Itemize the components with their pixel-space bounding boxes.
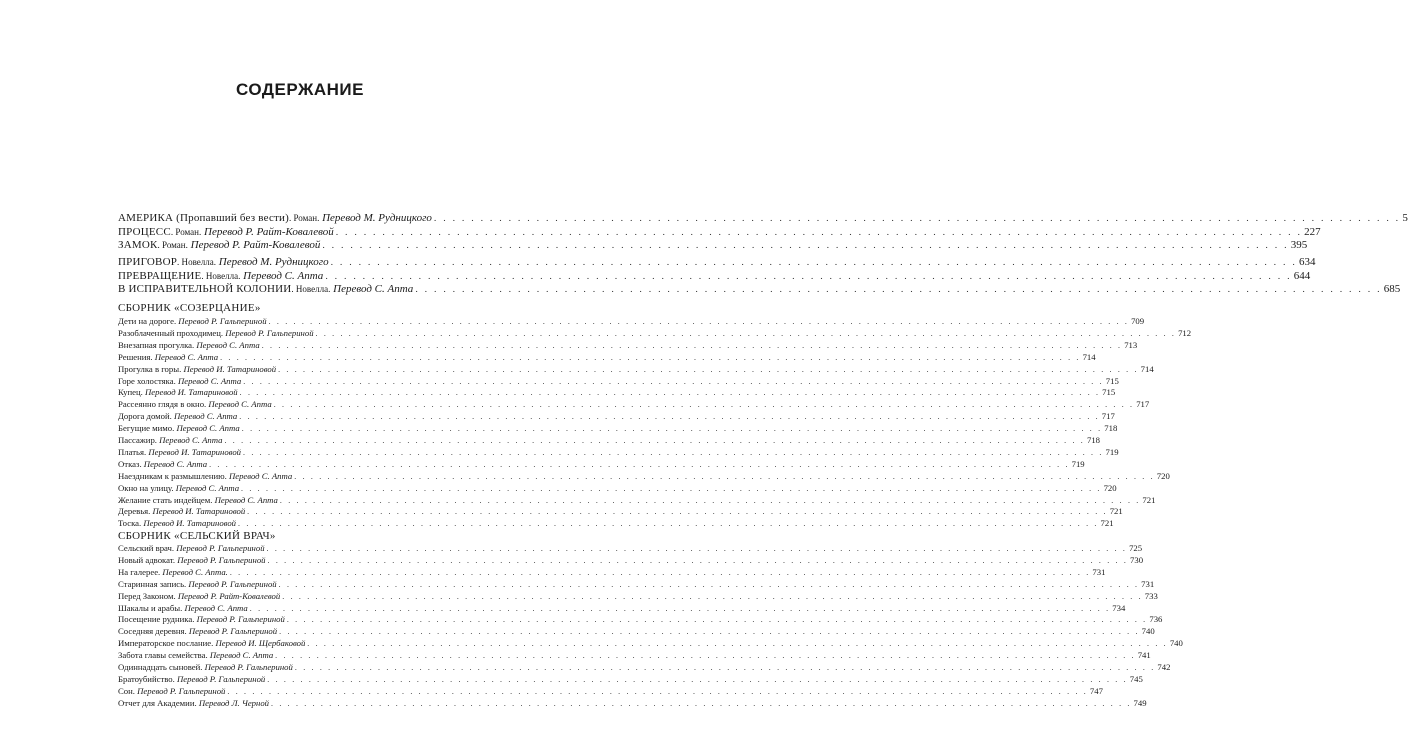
page-number: 644: [1293, 269, 1311, 282]
entry-title: АМЕРИКА (Пропавший без вести): [118, 212, 289, 224]
page-number: 5: [1402, 212, 1408, 224]
entry-title: Тоска.: [118, 518, 142, 529]
toc-entry-text: [118, 435, 222, 445]
page-number: 720: [1156, 470, 1170, 481]
entry-translator: Перевод С. Апта: [243, 269, 324, 282]
entry-title: Одиннадцать сыновей.: [118, 662, 203, 672]
entry-title: Горе холостяка.: [118, 375, 176, 386]
toc-entry: [118, 423, 1118, 434]
entry-translator: Перевод И. Щербаковой: [215, 638, 306, 649]
toc-entry-text: [118, 650, 273, 660]
entry-title: Императорское послание.: [118, 638, 214, 649]
toc-entry: [118, 411, 1115, 422]
toc-entry: [118, 256, 1316, 268]
entry-translator: Перевод Р. Гальпериной: [188, 626, 278, 637]
toc-entry-text: [118, 674, 265, 684]
dot-leader: [267, 675, 1128, 684]
dot-leader: [247, 507, 1108, 516]
entry-genre: . Роман.: [170, 226, 202, 237]
toc-entry-text: [118, 662, 293, 672]
entry-translator: Перевод С. Апта: [154, 351, 219, 362]
entry-title: Внезапная прогулка.: [118, 339, 195, 350]
entry-genre: . Роман.: [157, 240, 188, 250]
entry-translator: Перевод С. Апта: [176, 423, 240, 434]
page-number: 395: [1290, 239, 1308, 251]
page-number: 745: [1129, 673, 1143, 684]
dot-leader: [269, 317, 1130, 326]
entry-title: В ИСПРАВИТЕЛЬНОЙ КОЛОНИИ: [118, 283, 292, 295]
entry-title: Разоблаченный проходимец.: [118, 327, 224, 338]
page-number: 712: [1178, 327, 1192, 338]
entry-title: Шакалы и арабы.: [118, 602, 183, 613]
dot-leader: [220, 353, 1081, 362]
dot-leader: [243, 448, 1104, 457]
dot-leader: [209, 460, 1070, 469]
toc-entry: [118, 363, 1154, 374]
toc-entry: [118, 685, 1103, 696]
page-number: 713: [1124, 339, 1138, 350]
toc-entry-text: [118, 518, 236, 528]
entry-translator: Перевод М. Рудницкого: [218, 256, 329, 268]
toc-entry-text: [118, 686, 225, 696]
toc-entry-text: [118, 387, 238, 397]
entry-title: ПРОЦЕСС: [118, 225, 171, 238]
toc-entry-text: [118, 423, 240, 433]
entry-title: ПРЕВРАЩЕНИЕ: [118, 269, 202, 282]
toc-entry: [118, 578, 1155, 589]
dot-leader: [275, 651, 1136, 660]
entry-translator: Перевод С. Апта: [196, 339, 260, 350]
page-number: 227: [1304, 225, 1321, 238]
entry-translator: Перевод С. Апта: [214, 494, 278, 505]
entry-translator: Перевод С. Апта: [173, 411, 238, 422]
dot-leader: [238, 519, 1099, 528]
page-number: 721: [1109, 506, 1123, 517]
dot-leader: [250, 604, 1111, 613]
page-number: 747: [1089, 685, 1103, 696]
dot-leader: [331, 257, 1297, 268]
page-number: 721: [1142, 494, 1156, 505]
dot-leader: [279, 627, 1140, 636]
dot-leader: [325, 271, 1291, 282]
entry-translator: Перевод С. Апта: [228, 470, 293, 481]
toc-entry: [118, 602, 1126, 613]
entry-translator: Перевод Р. Гальпериной: [177, 673, 266, 684]
entry-title: Отчет для Академии.: [118, 697, 197, 708]
dot-leader: [239, 412, 1100, 421]
entry-title: Забота главы семейства.: [118, 650, 208, 661]
toc-entry-text: [118, 447, 241, 457]
page-number: 741: [1137, 650, 1151, 661]
toc-entry-text: [118, 567, 228, 577]
page-number: 718: [1104, 423, 1118, 434]
dot-leader: [227, 687, 1088, 696]
dot-leader: [240, 388, 1101, 397]
toc-entry-text: [118, 316, 267, 326]
toc-entry-text: [118, 256, 329, 268]
toc-entry: [118, 470, 1170, 481]
toc-entry: [118, 554, 1144, 565]
page-number: 725: [1129, 543, 1143, 553]
page-number: 734: [1112, 602, 1126, 613]
toc-entry: [118, 212, 1408, 224]
entry-translator: Перевод С. Апта: [159, 435, 223, 445]
toc-entry-text: [118, 399, 272, 409]
entry-title: Наездникам к размышлению.: [118, 470, 227, 481]
dot-leader: [242, 424, 1103, 433]
page-number: 731: [1092, 566, 1106, 577]
page-number: 719: [1071, 458, 1085, 469]
toc-entry-text: [118, 340, 260, 350]
dot-leader: [336, 227, 1302, 238]
page-number: 718: [1086, 435, 1100, 445]
entry-genre: . Новелла.: [177, 257, 217, 267]
toc-entry: [118, 316, 1145, 326]
entry-translator: Перевод Р. Гальпериной: [188, 578, 277, 589]
entry-title: Решения.: [118, 351, 153, 362]
toc-entry: [118, 446, 1119, 457]
page-number: 740: [1141, 626, 1155, 637]
dot-leader: [282, 592, 1143, 601]
dot-leader: [274, 400, 1135, 409]
entry-translator: Перевод И. Татариновой: [152, 506, 246, 517]
toc-entry: [118, 283, 1401, 295]
entry-title: Отказ.: [118, 458, 142, 469]
toc-entry: [118, 387, 1116, 398]
dot-leader: [322, 240, 1288, 251]
section-heading-contemplation: СБОРНИК «СОЗЕРЦАНИЕ»: [118, 302, 261, 314]
entry-title: ЗАМОК: [118, 239, 158, 251]
page-number: 685: [1383, 283, 1401, 295]
page-number: 714: [1140, 363, 1154, 374]
toc-entry-text: [118, 555, 266, 565]
dot-leader: [278, 365, 1139, 374]
entry-translator: Перевод Р. Гальпериной: [177, 554, 266, 565]
toc-entry: [118, 543, 1143, 553]
entry-translator: Перевод С. Апта: [209, 650, 274, 661]
entry-title: Дорога домой.: [118, 411, 172, 422]
toc-entry-text: [118, 328, 314, 338]
dot-leader: [316, 329, 1177, 338]
dot-leader: [271, 699, 1132, 708]
entry-title: На галерее.: [118, 566, 161, 577]
entry-title: Сон.: [118, 685, 135, 696]
entry-title: Купец.: [118, 387, 143, 398]
toc-entry-text: [118, 226, 334, 238]
toc-entry-text: [118, 698, 269, 708]
section-heading-country-doctor: СБОРНИК «СЕЛЬСКИЙ ВРАЧ»: [118, 530, 276, 542]
entry-translator: Перевод С. Апта: [177, 375, 242, 386]
toc-entry-text: [118, 364, 276, 374]
toc-entry-text: [118, 376, 241, 386]
dot-leader: [241, 484, 1102, 493]
page-number: 719: [1105, 446, 1119, 457]
toc-entry-text: [118, 543, 265, 553]
page-number: 717: [1101, 411, 1115, 422]
entry-translator: Перевод С. Апта: [333, 283, 414, 295]
page-number: 709: [1131, 316, 1145, 326]
page-number: 720: [1103, 482, 1117, 493]
toc-entry-text: [118, 638, 305, 648]
page-number: 721: [1100, 518, 1114, 529]
toc-entry-text: [118, 591, 280, 601]
page-number: 730: [1130, 554, 1144, 565]
toc-entry: [118, 375, 1119, 386]
dot-leader: [224, 436, 1085, 445]
entry-title: Сельский врач.: [118, 543, 175, 553]
toc-entry: [118, 339, 1138, 350]
entry-translator: Перевод С. Апта: [175, 482, 240, 493]
entry-translator: Перевод С. Апта: [208, 399, 272, 410]
entry-translator: Перевод Р. Гальпериной: [178, 316, 267, 326]
page-number: 715: [1102, 387, 1116, 398]
toc-entry: [118, 650, 1151, 661]
toc-entry: [118, 626, 1155, 637]
toc-entry: [118, 638, 1183, 649]
dot-leader: [294, 472, 1155, 481]
toc-entry: [118, 506, 1123, 517]
entry-translator: Перевод Р. Райт-Ковалевой: [177, 590, 281, 601]
page-number: 715: [1105, 375, 1119, 386]
page-title: СОДЕРЖАНИЕ: [236, 80, 364, 99]
entry-title: Перед Законом.: [118, 590, 176, 601]
entry-translator: Перевод И. Татариновой: [183, 363, 277, 374]
entry-title: Пассажир.: [118, 435, 157, 445]
dot-leader: [307, 639, 1168, 648]
page-number: 717: [1136, 399, 1150, 410]
toc-entry: [118, 239, 1308, 251]
dot-leader: [267, 544, 1128, 553]
entry-title: Рассеянно глядя в окно.: [118, 399, 207, 410]
page-number: 740: [1169, 638, 1183, 649]
toc-entry-text: [118, 212, 432, 224]
entry-translator: Перевод Р. Гальпериной: [176, 543, 265, 553]
page-number: 749: [1133, 697, 1147, 708]
dot-leader: [230, 568, 1091, 577]
entry-translator: Перевод С. Апта: [143, 458, 208, 469]
entry-title: Старинная запись.: [118, 578, 187, 589]
dot-leader: [243, 377, 1104, 386]
entry-translator: Перевод Р. Гальпериной: [196, 614, 285, 625]
page-number: 733: [1144, 590, 1158, 601]
toc-entry: [118, 614, 1163, 625]
toc-entry: [118, 697, 1147, 708]
entry-translator: Перевод С. Апта: [184, 602, 248, 613]
entry-translator: Перевод Р. Райт-Ковалевой: [204, 225, 334, 238]
entry-translator: Перевод Р. Гальпериной: [204, 662, 293, 672]
entry-genre: . Новелла.: [201, 270, 241, 281]
entry-translator: Перевод Л. Черной: [198, 697, 270, 708]
page-number: 736: [1149, 614, 1163, 625]
toc-entry: [118, 399, 1150, 410]
toc-entry: [118, 590, 1158, 601]
toc-entry-text: [118, 579, 277, 589]
entry-translator: Перевод М. Рудницкого: [322, 212, 432, 224]
entry-title: Соседняя деревня.: [118, 626, 187, 637]
entry-translator: Перевод И. Татариновой: [144, 387, 238, 398]
dot-leader: [279, 580, 1140, 589]
toc-entry: [118, 327, 1192, 338]
entry-title: Окно на улицу.: [118, 482, 174, 493]
entry-genre: . Роман.: [289, 213, 320, 223]
entry-title: Прогулка в горы.: [118, 363, 182, 374]
toc-entry: [118, 662, 1171, 672]
toc-entry: [118, 351, 1096, 362]
dot-leader: [262, 341, 1123, 350]
toc-entry-text: [118, 352, 218, 362]
dot-leader: [295, 663, 1156, 672]
page-number: 634: [1299, 256, 1316, 268]
entry-title: Братоубийство.: [118, 673, 175, 684]
entry-translator: Перевод Р. Райт-Ковалевой: [190, 239, 321, 251]
dot-leader: [415, 284, 1381, 295]
entry-translator: Перевод Р. Гальпериной: [225, 327, 314, 338]
entry-title: ПРИГОВОР: [118, 256, 178, 268]
toc-entry: [118, 435, 1100, 445]
toc-entry-text: [118, 411, 237, 421]
toc-entry: [118, 518, 1114, 529]
toc-entry-text: [118, 603, 248, 613]
entry-title: Желание стать индейцем.: [118, 494, 213, 505]
entry-translator: Перевод Р. Гальпериной: [137, 685, 226, 696]
entry-title: Новый адвокат.: [118, 554, 176, 565]
toc-entry-text: [118, 483, 239, 493]
entry-title: Дети на дороге.: [118, 316, 177, 326]
toc-entry-text: [118, 471, 292, 481]
toc-entry: [118, 482, 1117, 493]
entry-genre: . Новелла.: [291, 284, 331, 294]
toc-entry: [118, 494, 1156, 505]
toc-entry-text: [118, 270, 323, 282]
entry-title: Посещение рудника.: [118, 614, 195, 625]
entry-title: Платья.: [118, 446, 147, 457]
toc-entry: [118, 269, 1311, 282]
dot-leader: [434, 213, 1400, 224]
page-number: 731: [1141, 578, 1155, 589]
dot-leader: [287, 615, 1148, 624]
toc-entry-text: [118, 283, 413, 295]
dot-leader: [268, 556, 1129, 565]
toc-entry-text: [118, 459, 207, 469]
toc-entry-text: [118, 239, 320, 251]
toc-entry-text: [118, 495, 278, 505]
toc-entry: [118, 225, 1321, 238]
toc-entry: [118, 673, 1143, 684]
dot-leader: [280, 496, 1141, 505]
toc-entry-text: [118, 614, 285, 624]
entry-translator: Перевод И. Татариновой: [148, 446, 242, 457]
toc-entry-text: [118, 626, 277, 636]
entry-title: Бегущие мимо.: [118, 423, 175, 434]
toc-entry: [118, 458, 1085, 469]
entry-title: Деревья.: [118, 506, 151, 517]
entry-translator: Перевод С. Апта.: [162, 566, 228, 577]
entry-translator: Перевод И. Татариновой: [143, 518, 237, 529]
toc-entry-text: [118, 506, 245, 516]
toc-entry: [118, 566, 1106, 577]
page-number: 742: [1157, 662, 1171, 672]
page-number: 714: [1082, 351, 1096, 362]
